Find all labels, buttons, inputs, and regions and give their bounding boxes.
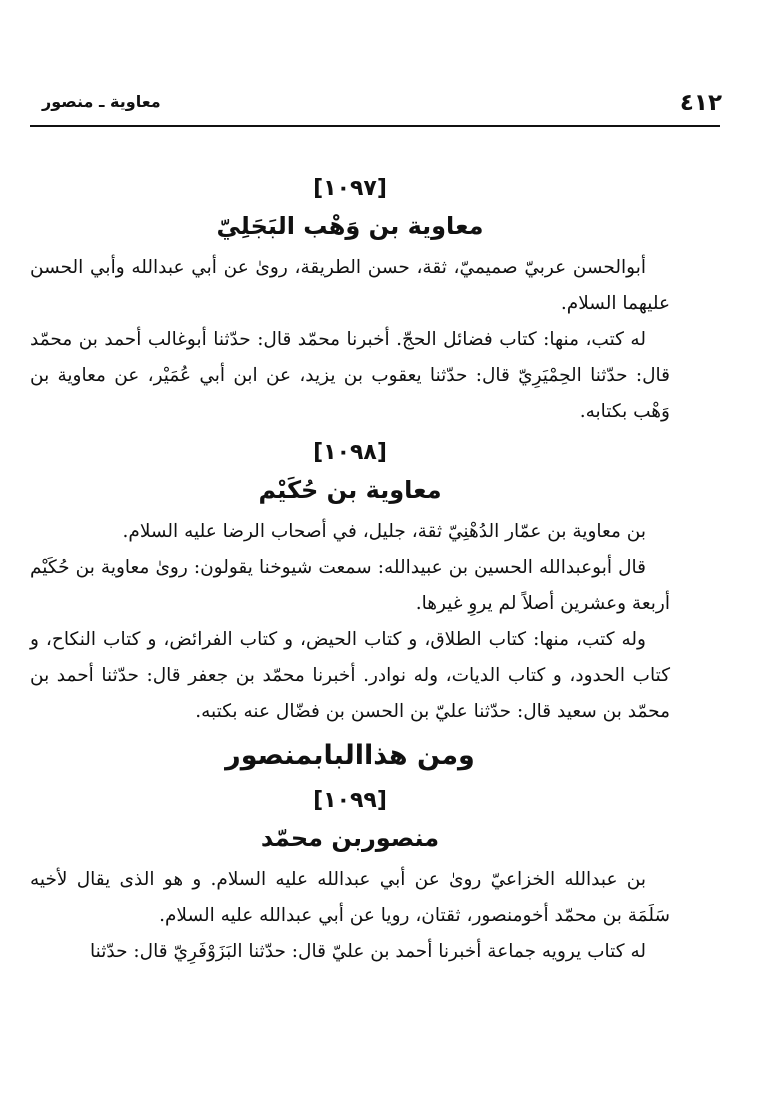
page-number: ٤١٢ (679, 90, 722, 116)
entry-1097 (30, 172, 670, 430)
entry-number: [١٠٩٩] (313, 788, 387, 813)
entry-number: [١٠٩٧] (313, 176, 387, 201)
page-body (30, 172, 670, 970)
entry-name: معاوية بن حُكَيْم (258, 476, 442, 504)
running-header (30, 86, 730, 126)
entry-name: معاوية بن وَهْب البَجَلِيّ (216, 212, 484, 240)
running-title: معاوية ـ منصور (42, 92, 161, 111)
entry-1098 (30, 436, 670, 730)
entry-paragraph: بن عبدالله الخزاعيّ روىٰ عن أبي عبدالله عليه السلام. و هو الذى يقال لأخيه سَلَمَة بن محمّد أخومنصور، ثقتان، رويا عن أبي عبدالله عليه السلام. (30, 869, 670, 926)
section-heading: ومن هذاالبابمنصور (225, 740, 475, 771)
header-rule (30, 125, 720, 127)
entry-1099 (30, 784, 670, 970)
entry-paragraph: قال أبوعبدالله الحسين بن عبيدالله: سمعت شيوخنا يقولون: روىٰ معاوية بن حُكَيْم أربعة وعشرين أصلاً لم يروِ غيرها. (30, 557, 670, 614)
entry-paragraph: وله كتب، منها: كتاب الطلاق، و كتاب الحيض، و كتاب الفرائض، و كتاب النكاح، و كتاب الحدود، و كتاب الديات، وله نوادر. أخبرنا محمّد بن جعفر قال: حدّثنا أحمد بن محمّد بن سعيد قال: حدّثنا عليّ بن الحسن بن فضّال عنه بكتبه. (30, 629, 670, 722)
entry-number: [١٠٩٨] (313, 440, 387, 465)
entry-paragraph: له كتب، منها: كتاب فضائل الحجّ. أخبرنا محمّد قال: حدّثنا أبوغالب أحمد بن محمّد قال: حدّثنا الحِمْيَرِيّ قال: حدّثنا يعقوب بن يزيد، عن ابن أبي عُمَيْر، عن معاوية بن وَهْب بكتابه. (30, 329, 670, 422)
entry-paragraph: له كتاب يرويه جماعة أخبرنا أحمد بن عليّ قال: حدّثنا البَزَوْفَرِيّ قال: حدّثنا (90, 941, 646, 962)
entry-paragraph: بن معاوية بن عمّار الدُهْنِيّ ثقة، جليل، في أصحاب الرضا عليه السلام. (122, 521, 646, 542)
entry-name: منصوربن محمّد (260, 824, 440, 852)
entry-paragraph: أبوالحسن عربيّ صميميّ، ثقة، حسن الطريقة، روىٰ عن أبي عبدالله وأبي الحسن عليهما السلام. (30, 257, 670, 314)
